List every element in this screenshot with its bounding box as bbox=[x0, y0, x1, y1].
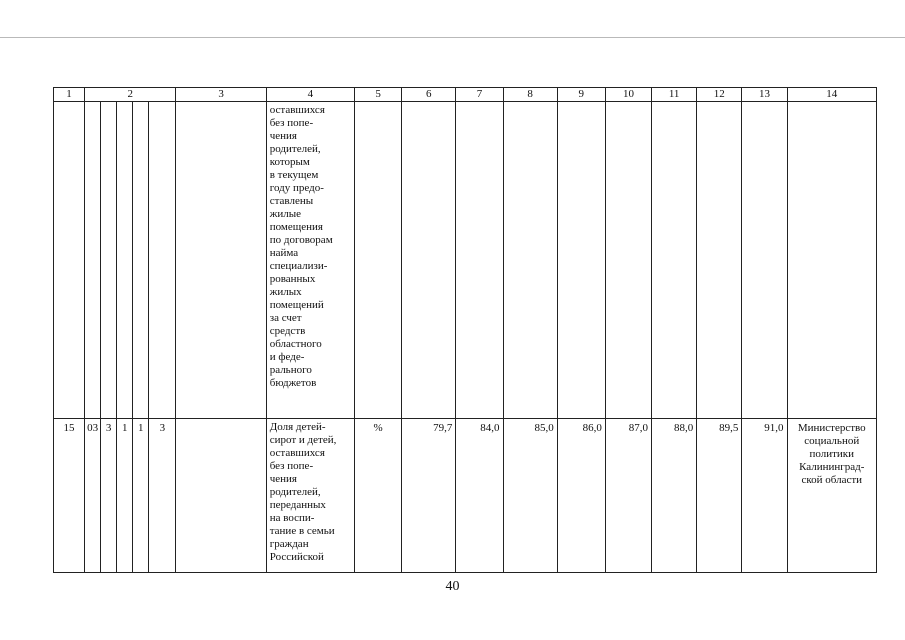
cell-value-13: 91,0 bbox=[742, 419, 787, 573]
header-col-6: 6 bbox=[402, 88, 456, 102]
header-col-10: 10 bbox=[605, 88, 651, 102]
cell-unit: % bbox=[355, 419, 402, 573]
header-col-14: 14 bbox=[787, 88, 876, 102]
header-col-11: 11 bbox=[652, 88, 697, 102]
cell-code-5 bbox=[149, 102, 176, 419]
cell-value-13 bbox=[742, 102, 787, 419]
cell-col-3 bbox=[176, 102, 266, 419]
cell-description: Доля детей- сирот и детей, оставшихся без попе- чения родителей, переданных на воспи- тание в семьи граждан Российской bbox=[266, 419, 354, 573]
cell-code-2: 3 bbox=[101, 419, 117, 573]
cell-code-4 bbox=[133, 102, 149, 419]
cell-code-4: 1 bbox=[133, 419, 149, 573]
cell-code-1: 03 bbox=[85, 419, 101, 573]
cell-code-5: 3 bbox=[149, 419, 176, 573]
header-col-5: 5 bbox=[355, 88, 402, 102]
header-col-9: 9 bbox=[557, 88, 605, 102]
header-col-12: 12 bbox=[697, 88, 742, 102]
indicators-table bbox=[53, 87, 877, 573]
header-col-8: 8 bbox=[503, 88, 557, 102]
cell-value-6: 79,7 bbox=[402, 419, 456, 573]
header-col-1: 1 bbox=[54, 88, 85, 102]
cell-col-3 bbox=[176, 419, 266, 573]
cell-number: 15 bbox=[54, 419, 85, 573]
cell-responsible bbox=[787, 102, 876, 419]
cell-value-9 bbox=[557, 102, 605, 419]
cell-value-12: 89,5 bbox=[697, 419, 742, 573]
header-col-13: 13 bbox=[742, 88, 787, 102]
cell-responsible: Министерство социальной политики Калининград- ской области bbox=[787, 419, 876, 573]
cell-value-9: 86,0 bbox=[557, 419, 605, 573]
cell-value-11 bbox=[652, 102, 697, 419]
cell-code-2 bbox=[101, 102, 117, 419]
cell-value-7: 84,0 bbox=[456, 419, 503, 573]
cell-code-1 bbox=[85, 102, 101, 419]
page-number: 40 bbox=[445, 579, 460, 594]
header-col-2: 2 bbox=[85, 88, 176, 102]
cell-value-10 bbox=[605, 102, 651, 419]
table-row-15 bbox=[54, 419, 877, 573]
cell-code-3: 1 bbox=[117, 419, 133, 573]
header-col-4: 4 bbox=[266, 88, 354, 102]
header-col-7: 7 bbox=[456, 88, 503, 102]
cell-code-3 bbox=[117, 102, 133, 419]
table-row-continuation bbox=[54, 102, 877, 419]
cell-value-7 bbox=[456, 102, 503, 419]
cell-unit bbox=[355, 102, 402, 419]
cell-description: оставшихся без попе- чения родителей, которым в текущем году предо- ставлены жилые помещения по договорам найма специализи- рованных жилых помещений за счет средств областного и феде- рального бюджетов bbox=[266, 102, 354, 419]
top-rule bbox=[0, 37, 905, 38]
cell-value-6 bbox=[402, 102, 456, 419]
header-col-3: 3 bbox=[176, 88, 266, 102]
cell-value-8 bbox=[503, 102, 557, 419]
header-row bbox=[54, 88, 877, 102]
cell-value-12 bbox=[697, 102, 742, 419]
cell-value-10: 87,0 bbox=[605, 419, 651, 573]
cell-number bbox=[54, 102, 85, 419]
cell-value-8: 85,0 bbox=[503, 419, 557, 573]
cell-value-11: 88,0 bbox=[652, 419, 697, 573]
